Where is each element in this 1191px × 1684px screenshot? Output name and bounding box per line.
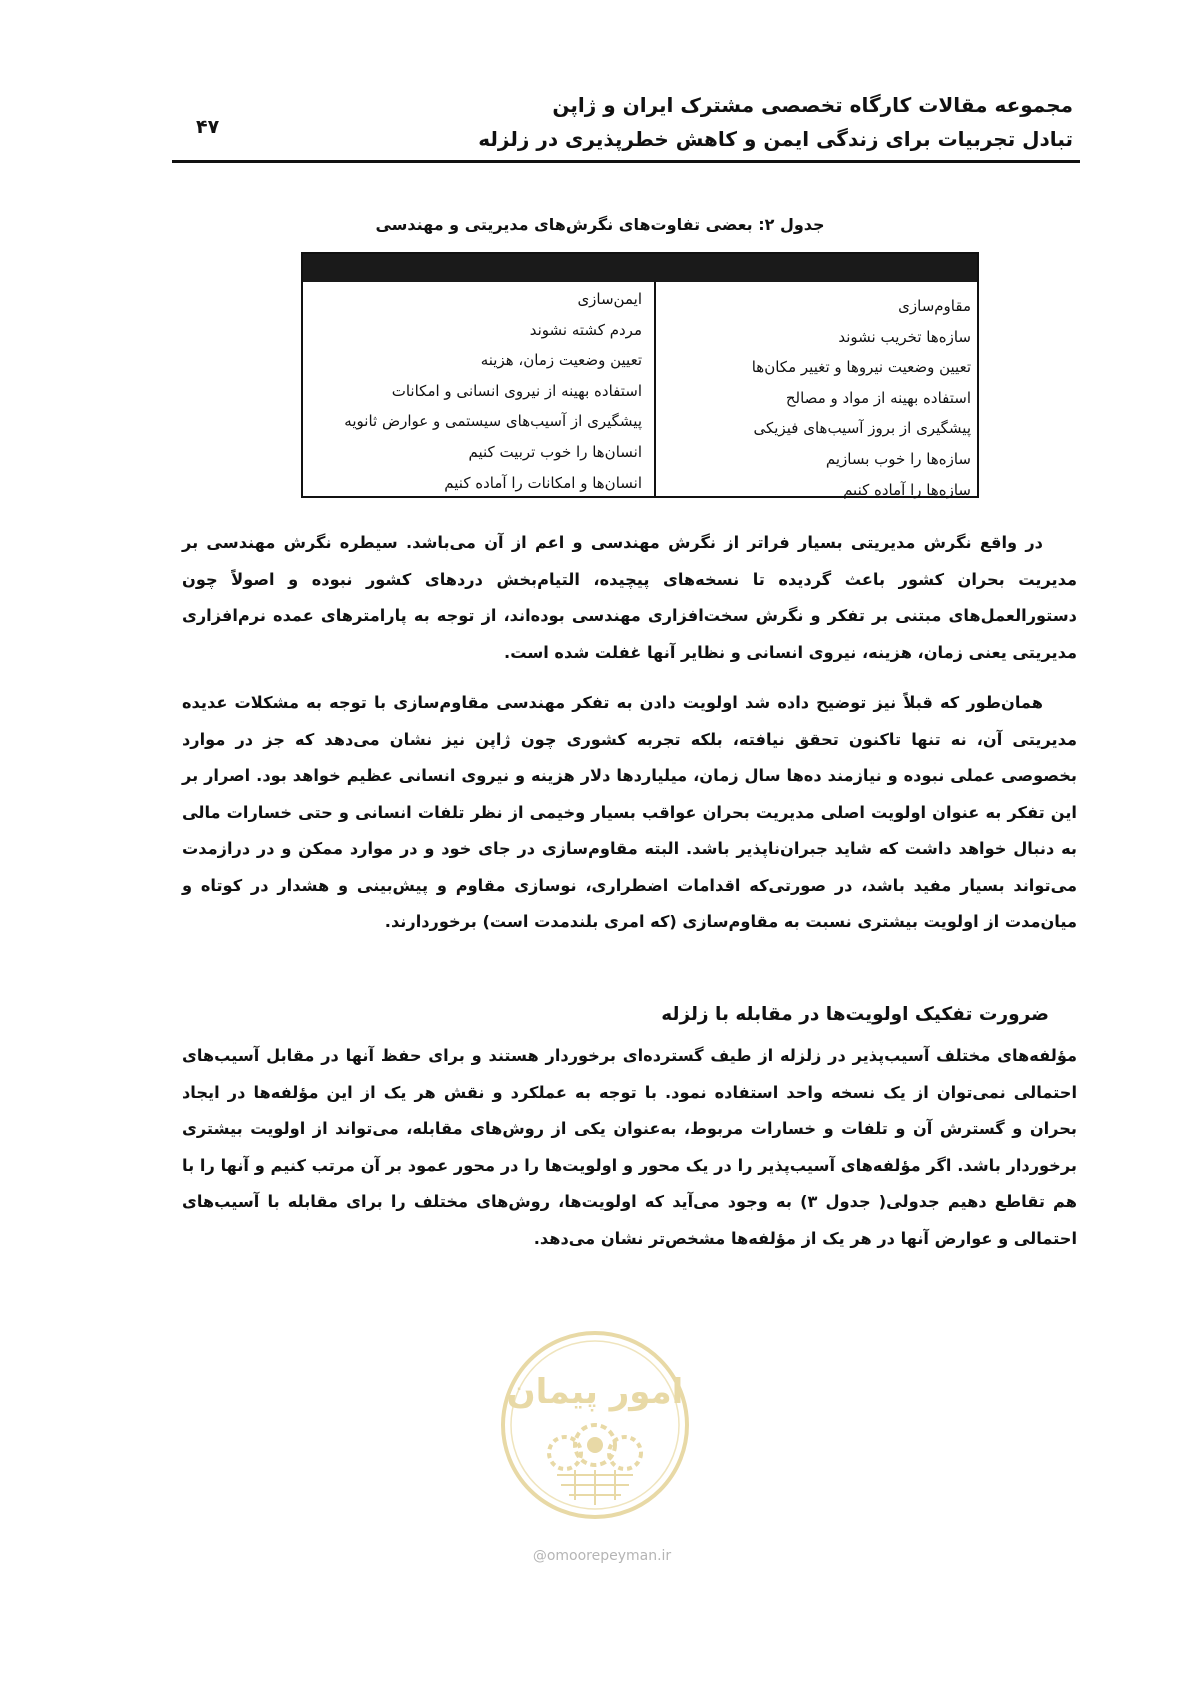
watermark-logo-text: امور پیمان <box>506 1372 684 1412</box>
table-cell: مقاوم‌سازی <box>898 297 971 315</box>
header-title-line-1: مجموعه مقالات کارگاه تخصصی مشترک ایران و ژاپن <box>552 93 1073 117</box>
section-heading: ضرورت تفکیک اولویت‌ها در مقابله با زلزله <box>661 1004 1049 1025</box>
header-title-line-2: تبادل تجربیات برای زندگی ایمن و کاهش خطرپذیری در زلزله <box>478 127 1073 151</box>
table-cell: سازه‌ها را خوب بسازیم <box>825 449 971 468</box>
paragraph-2: همان‌طور که قبلاً نیز توضیح داده شد اولویت دادن به تفکر مهندسی مقاوم‌سازی با توجه به مشکلات عدیده مدیریتی آن، نه تنها تاکنون تحقق نیافته، بلکه تجربه کشوری چون ژاپن نیز نشان می‌دهد که جز در موارد بخصوصی عملی نبوده و نیازمند ده‌ها سال زمان، میلیاردها دلار هزینه و نیروی انسانی عظیم خواهد بود. اصرار بر این تفکر به عنوان اولویت اصلی مدیریت بحران عواقب بسیار وخیمی از نظر تلفات انسانی و حتی خسارات مالی به دنبال خواهد داشت که شاید جبران‌ناپذیر باشد. البته مقاوم‌سازی در جای خود و در موارد ممکن و در درازمدت می‌تواند بسیار مفید باشد، در صورتی‌که اقدامات اضطراری، نوسازی مقاوم و پیش‌بینی و هشدار در کوتاه و میان‌مدت از اولویت بیشتری نسبت به مقاوم‌سازی (که امری بلندمدت است) برخوردارند. <box>182 693 1077 931</box>
table-caption: جدول ۲: بعضی تفاوت‌های نگرش‌های مدیریتی و مهندسی <box>375 215 825 234</box>
watermark-url: @omoorepeyman.ir <box>532 1548 672 1564</box>
running-header <box>253 88 1073 156</box>
table-cell: سازه‌ها را آماده کنیم <box>843 480 971 499</box>
paragraph-3: مؤلفه‌های مختلف آسیب‌پذیر در زلزله از طیف گسترده‌ای برخوردار هستند و برای حفظ آنها در مقابل آسیب‌های احتمالی نمی‌توان از یک نسخه واحد استفاده نمود. با توجه به عملکرد و نقش هر یک از این مؤلفه‌ها در ایجاد بحران و گسترش آن و تلفات و خسارات مربوط، به‌عنوان یکی از روش‌های مقابله، می‌تواند از اولویت بیشتری برخوردار باشد. اگر مؤلفه‌های آسیب‌پذیر را در یک محور و اولویت‌ها را در محور عمود بر آن مرتب کنیم و آنها را با هم تقاطع دهیم جدولی( جدول ۳) به وجود می‌آید که اولویت‌ها، روش‌های مختلف را برای مقابله با آسیب‌های احتمالی و عوارض آنها در هر یک از مؤلفه‌ها مشخص‌تر نشان می‌دهد. <box>182 1046 1077 1248</box>
paragraph-1: در واقع نگرش مدیریتی بسیار فراتر از نگرش مهندسی و اعم از آن می‌باشد. سیطره نگرش مهندسی بر مدیریت بحران کشور باعث گردیده تا نسخه‌های پیچیده، التیام‌بخش دردهای کشور نبوده و اصولاً چون دستورالعمل‌های مبتنی بر تفکر و نگرش سخت‌افزاری مهندسی بوده‌اند، از توجه به پارامترهای عمده نرم‌افزاری مدیریتی یعنی زمان، هزینه، نیروی انسانی و نظایر آنها غفلت شده است. <box>182 533 1077 662</box>
table-cell: ایمن‌سازی <box>577 290 642 308</box>
comparison-table <box>301 252 979 498</box>
table-cell: پیشگیری از آسیب‌های سیستمی و عوارض ثانویه <box>344 412 642 431</box>
page-number: ۴۷ <box>196 116 220 138</box>
table-header-bar <box>303 254 977 282</box>
table-cell: استفاده بهینه از نیروی انسانی و امکانات <box>391 381 642 400</box>
table-cell: انسان‌ها و امکانات را آماده کنیم <box>444 473 642 492</box>
table-cell: مردم کشته نشوند <box>529 320 642 339</box>
table-cell: انسان‌ها را خوب تربیت کنیم <box>468 442 642 461</box>
table-cell: تعیین وضعیت نیروها و تغییر مکان‌ها <box>751 358 971 377</box>
header-divider <box>172 160 1080 163</box>
table-cell: تعیین وضعیت زمان، هزینه <box>480 351 642 370</box>
table-cell: استفاده بهینه از مواد و مصالح <box>785 388 971 407</box>
table-column-engineering <box>651 291 971 505</box>
watermark-logo-icon <box>495 1325 695 1525</box>
table-cell: سازه‌ها تخریب نشوند <box>838 327 971 346</box>
table-cell: پیشگیری از بروز آسیب‌های فیزیکی <box>753 419 971 438</box>
table-column-management <box>312 284 642 498</box>
